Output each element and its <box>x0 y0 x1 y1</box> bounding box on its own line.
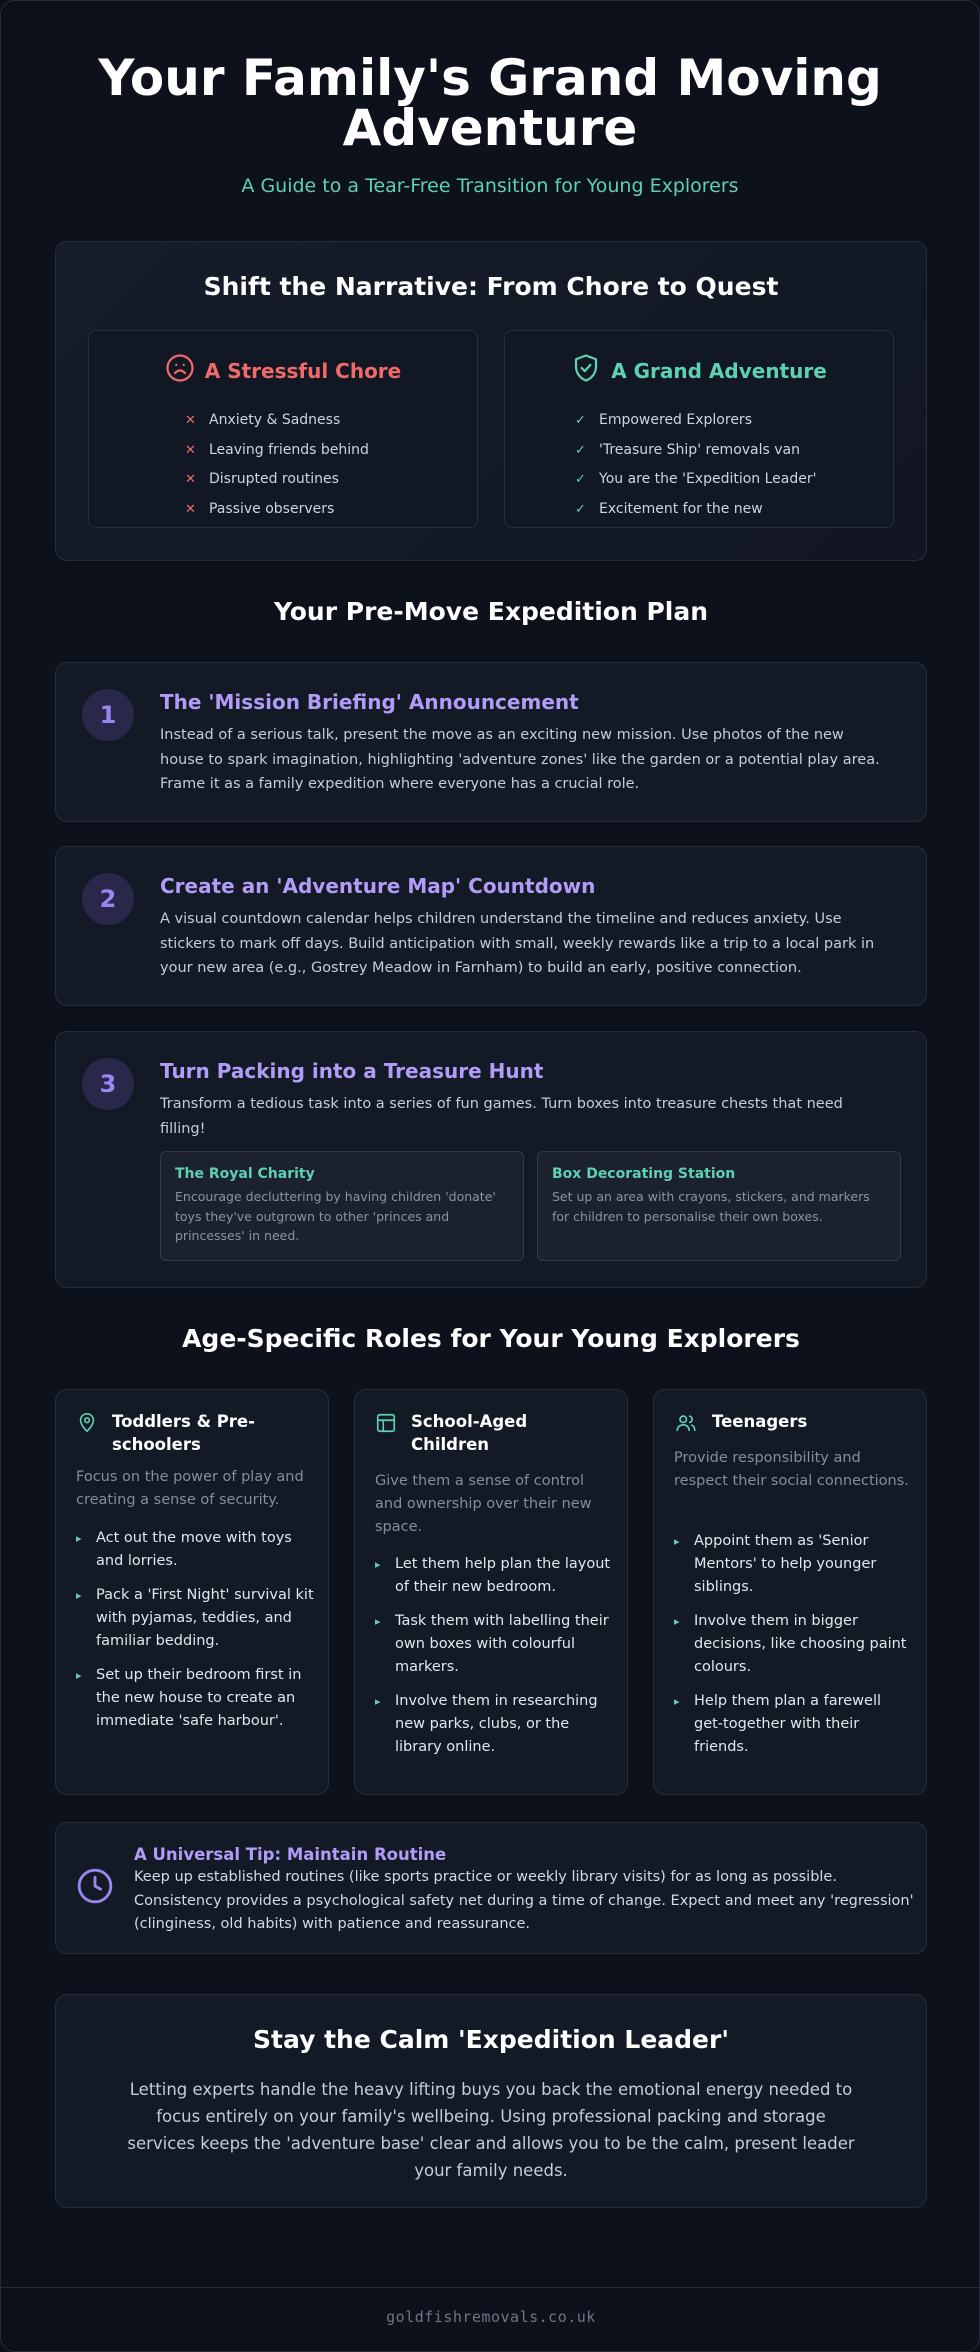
cross-icon: ✕ <box>185 472 196 487</box>
role-list <box>674 1530 912 1770</box>
list-item: ▸ Appoint them as 'Senior Mentors' to help younger siblings. <box>674 1530 912 1599</box>
step-number: 2 <box>82 873 134 925</box>
game-card-royal-charity <box>160 1151 524 1261</box>
shield-check-icon <box>571 353 601 388</box>
list-item: ✓ Empowered Explorers <box>575 406 893 436</box>
closing-title: Stay the Calm 'Expedition Leader' <box>253 2025 729 2054</box>
role-intro: Provide responsibility and respect their social connections. <box>674 1450 909 1489</box>
list-item: ✓ 'Treasure Ship' removals van <box>575 436 893 466</box>
adventure-title: A Grand Adventure <box>611 358 827 383</box>
check-icon: ✓ <box>575 442 586 458</box>
game-text: Set up an area with crayons, stickers, and markers for children to personalise their own boxes. <box>552 1189 870 1224</box>
role-card-toddlers <box>55 1389 329 1795</box>
narrative-section <box>55 241 927 561</box>
role-title: School-Aged Children <box>411 1412 528 1454</box>
step-card <box>55 662 927 822</box>
chore-column <box>88 330 478 528</box>
roles-title: Age-Specific Roles for Your Young Explorers <box>182 1324 800 1353</box>
role-title: Teenagers <box>712 1412 808 1431</box>
tip-title: A Universal Tip: Maintain Routine <box>134 1845 447 1864</box>
step-text: Instead of a serious talk, present the move as an exciting new mission. Use photos of the new house to spark imagination, highlighting 'adventure zones' like the garden or a potential play area. Frame it as a family expedition where everyone has a crucial role. <box>160 727 880 792</box>
list-item: ▸ Let them help plan the layout of their new bedroom. <box>375 1553 613 1599</box>
game-title: Box Decorating Station <box>552 1166 736 1182</box>
adventure-heading <box>505 353 893 388</box>
list-item: ✓ Excitement for the new <box>575 495 893 525</box>
list-item: ▸ Set up their bedroom first in the new house to create an immediate 'safe harbour'. <box>76 1664 314 1733</box>
clock-icon <box>76 1867 114 1909</box>
footer-divider <box>1 2287 980 2288</box>
closing-card <box>55 1994 927 2208</box>
narrative-title: Shift the Narrative: From Chore to Quest <box>203 272 779 301</box>
step-title: Turn Packing into a Treasure Hunt <box>160 1059 544 1083</box>
hero-header <box>1 1 979 197</box>
game-text: Encourage decluttering by having children 'donate' toys they've outgrown to other 'princes and princesses' in need. <box>175 1189 496 1243</box>
list-item: ✕ Disrupted routines <box>185 465 477 495</box>
layout-icon <box>375 1412 397 1438</box>
role-intro: Give them a sense of control and ownership over their new space. <box>375 1473 592 1535</box>
role-list <box>375 1553 613 1770</box>
step-number: 3 <box>82 1058 134 1110</box>
game-card-box-decorating <box>537 1151 901 1261</box>
role-title: Toddlers & Pre-schoolers <box>112 1412 255 1454</box>
list-item: ▸ Task them with labelling their own boxes with colourful markers. <box>375 1610 613 1679</box>
role-list <box>76 1527 314 1744</box>
check-icon: ✓ <box>575 413 586 428</box>
list-item: ✕ Leaving friends behind <box>185 436 477 466</box>
list-item: ✓ You are the 'Expedition Leader' <box>575 465 893 495</box>
role-intro: Focus on the power of play and creating a sense of security. <box>76 1469 304 1508</box>
adventure-column <box>504 330 894 528</box>
check-icon: ✓ <box>575 472 586 487</box>
step-number: 1 <box>82 689 134 741</box>
map-pin-icon <box>76 1412 98 1438</box>
role-card-school-aged <box>354 1389 628 1795</box>
list-item: ▸ Involve them in researching new parks, clubs, or the library online. <box>375 1690 613 1759</box>
list-item: ✕ Anxiety & Sadness <box>185 406 477 436</box>
cross-icon: ✕ <box>185 501 196 517</box>
step-card <box>55 846 927 1006</box>
step-title: The 'Mission Briefing' Announcement <box>160 690 579 714</box>
step-title: Create an 'Adventure Map' Countdown <box>160 874 596 898</box>
step-text: Transform a tedious task into a series of fun games. Turn boxes into treasure chests that need filling! <box>160 1096 843 1137</box>
cross-icon: ✕ <box>185 413 196 428</box>
chore-list <box>185 406 477 524</box>
plan-title: Your Pre-Move Expedition Plan <box>273 597 709 626</box>
list-item: ▸ Act out the move with toys and lorries. <box>76 1527 314 1573</box>
footer-website-link[interactable]: goldfishremovals.co.uk <box>386 2308 596 2326</box>
tip-text: Keep up established routines (like sports practice or weekly library visits) for as long as possible. Consistency provides a psychological safety net during a time of change. Expect and meet any 'regression' (clinginess, old habits) with patience and reassurance. <box>134 1869 914 1932</box>
role-card-teenagers <box>653 1389 927 1795</box>
frown-face-icon <box>165 353 195 388</box>
check-icon: ✓ <box>575 501 586 517</box>
closing-text: Letting experts handle the heavy lifting buys you back the emotional energy needed to focus entirely on your family's wellbeing. Using professional packing and storage services keeps the 'adventure base' clear and allows you to be the calm, present leader your family needs. <box>127 2080 855 2180</box>
page-subtitle: A Guide to a Tear-Free Transition for Young Explorers <box>241 175 739 197</box>
list-item: ▸ Pack a 'First Night' survival kit with pyjamas, teddies, and familiar bedding. <box>76 1584 314 1653</box>
list-item: ▸ Help them plan a farewell get-together with their friends. <box>674 1690 912 1759</box>
users-icon <box>674 1412 698 1438</box>
list-item: ✕ Passive observers <box>185 495 477 525</box>
tip-card <box>55 1822 927 1954</box>
step-card <box>55 1031 927 1288</box>
page-title: Your Family's Grand Moving Adventure <box>98 49 882 157</box>
chore-title: A Stressful Chore <box>204 358 402 383</box>
cross-icon: ✕ <box>185 442 196 458</box>
game-title: The Royal Charity <box>175 1166 315 1182</box>
list-item: ▸ Involve them in bigger decisions, like choosing paint colours. <box>674 1610 912 1679</box>
adventure-list <box>575 406 893 524</box>
step-text: A visual countdown calendar helps children understand the timeline and reduces anxiety. Use stickers to mark off days. Build anticipation with small, weekly rewards like a trip to a local park in your new area (e.g., Gostrey Meadow in Farnham) to build an early, positive connection. <box>160 911 875 976</box>
chore-heading <box>89 353 477 388</box>
